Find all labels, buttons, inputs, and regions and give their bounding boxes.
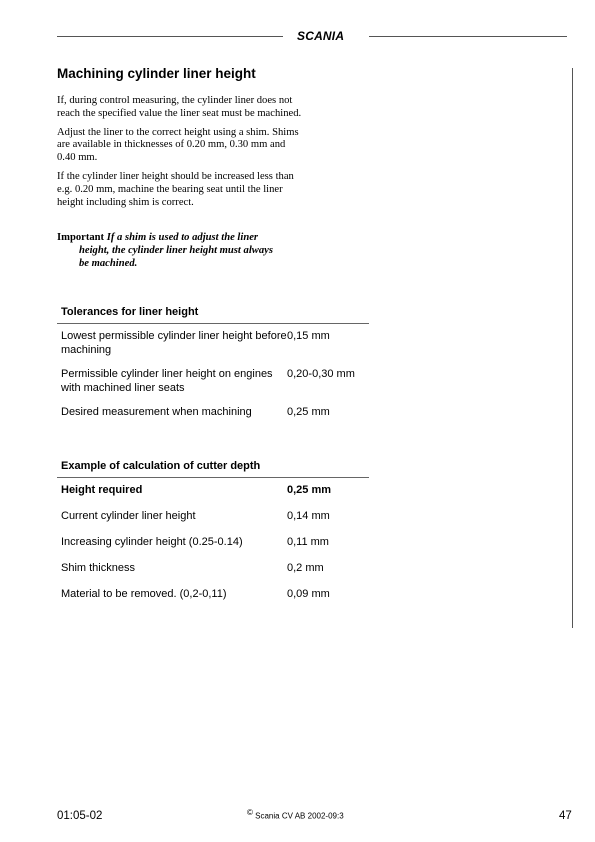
scania-logo: SCANIA [297, 29, 345, 43]
header-rule-left [57, 36, 283, 37]
margin-rule [572, 68, 573, 628]
table-rule [57, 323, 369, 324]
copyright-symbol: © [247, 808, 253, 817]
table-row [57, 562, 369, 588]
important-note [57, 231, 302, 270]
table-row [57, 536, 369, 562]
row-label: Permissible cylinder liner height on engines with machined liner seats [61, 368, 273, 394]
header-rule-right [369, 36, 567, 37]
row-label: Increasing cylinder height (0.25-0.14) [61, 536, 243, 548]
table-row [57, 510, 369, 536]
body-text [57, 95, 302, 215]
table-title: Tolerances for liner height [61, 306, 199, 318]
important-text-line3: be machined. [79, 258, 138, 269]
row-label: Current cylinder liner height [61, 510, 196, 522]
document-code: 01:05-02 [57, 810, 103, 822]
tolerances-table [57, 305, 369, 426]
row-value: 0,14 mm [287, 510, 330, 522]
row-label: Shim thickness [61, 562, 135, 574]
row-label: Height required [61, 484, 143, 496]
table-title: Example of calculation of cutter depth [61, 460, 261, 472]
row-value: 0,20-0,30 mm [287, 368, 355, 380]
table-rule [57, 477, 369, 478]
row-value: 0,15 mm [287, 330, 330, 342]
table-row [57, 368, 369, 406]
table-row [57, 588, 369, 608]
paragraph: Adjust the liner to the correct height using a shim. Shims are available in thicknesses of 0.20 mm, 0.30 mm and 0.40 mm. [57, 126, 299, 164]
row-value: 0,25 mm [287, 484, 332, 496]
section-title: Machining cylinder liner height [57, 66, 256, 81]
row-value: 0,25 mm [287, 406, 330, 418]
row-label: Lowest permissible cylinder liner height before machining [61, 330, 287, 356]
important-label: Important [57, 232, 105, 243]
page-number: 47 [559, 810, 572, 822]
table-row [57, 484, 369, 510]
copyright-text: Scania CV AB 2002-09:3 [255, 811, 344, 821]
table-row [57, 406, 369, 426]
row-label: Material to be removed. (0,2-0,11) [61, 588, 227, 600]
table-row [57, 330, 369, 368]
row-label: Desired measurement when machining [61, 406, 252, 418]
important-text-line1: If a shim is used to adjust the liner [106, 232, 259, 243]
row-value: 0,2 mm [287, 562, 324, 574]
paragraph: If, during control measuring, the cylinder liner does not reach the specified value the liner seat must be machined. [57, 95, 302, 119]
row-value: 0,11 mm [287, 536, 329, 548]
paragraph: If the cylinder liner height should be increased less than e.g. 0.20 mm, machine the bearing seat until the liner height including shim is correct. [57, 170, 294, 208]
important-text-line2: height, the cylinder liner height must always [79, 245, 273, 256]
copyright-notice [247, 808, 344, 821]
row-value: 0,09 mm [287, 588, 330, 600]
calculation-table [57, 459, 369, 608]
